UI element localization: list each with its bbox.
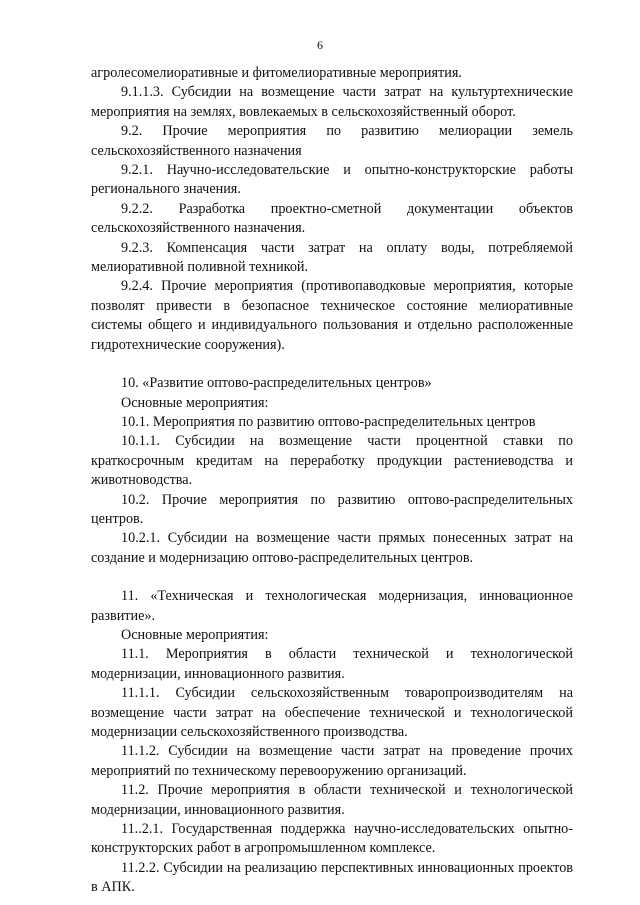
paragraph: 10.1.1. Субсидии на возмещение части процентной ставки по краткосрочным кредитам на переработку продукции растениеводства и животноводства. — [91, 433, 573, 489]
paragraph: 10.2. Прочие мероприятия по развитию оптово-распределительных центров. — [91, 491, 573, 527]
paragraph: Основные мероприятия: — [121, 626, 269, 643]
paragraph: Основные мероприятия: — [121, 394, 269, 411]
paragraph: 11.1.2. Субсидии на возмещение части затрат на проведение прочих мероприятий по техническому перевооружению организаций. — [91, 743, 573, 779]
paragraph: 10.2.1. Субсидии на возмещение части прямых понесенных затрат на создание и модернизацию оптово-распределительных центров. — [91, 530, 573, 566]
section-gap — [91, 355, 573, 374]
paragraph: 10. «Развитие оптово-распределительных центров» — [121, 375, 432, 392]
paragraph: 11.2. Прочие мероприятия в области технической и технологической модернизации, инновационного развития. — [91, 782, 573, 818]
paragraph: 11..2.1. Государственная поддержка научно-исследовательских опытно-конструкторских работ в агропромышленном комплексе. — [91, 821, 573, 857]
paragraph: 9.2.3. Компенсация части затрат на оплату воды, потребляемой мелиоративной поливной техникой. — [91, 239, 573, 276]
paragraph: 9.2.1. Научно-исследовательские и опытно-конструкторские работы регионального значения. — [91, 162, 573, 198]
paragraph: 11.1.1. Субсидии сельскохозяйственным товаропроизводителям на возмещение части затрат на обеспечение технической и технологической модернизации сельскохозяйственного производства. — [91, 685, 573, 740]
paragraph: 11. «Техническая и технологическая модернизация, инновационное развитие». — [91, 588, 573, 624]
paragraph: 11.2.2. Субсидии на реализацию перспективных инновационных проектов в АПК. — [91, 859, 573, 896]
page-number: 6 — [317, 38, 323, 52]
paragraph: 11.1. Мероприятия в области технической и технологической модернизации, инновационного развития. — [91, 646, 573, 682]
document-body — [91, 64, 573, 898]
paragraph: агролесомелиоративные и фитомелиоративные мероприятия. — [91, 65, 462, 81]
paragraph: 9.1.1.3. Субсидии на возмещение части затрат на культуртехнические мероприятия на землях, вовлекаемых в сельскохозяйственный оборот. — [91, 84, 573, 120]
section-gap — [91, 568, 573, 587]
paragraph: 9.2. Прочие мероприятия по развитию мелиорации земель сельскохозяйственного назначения — [91, 123, 573, 159]
paragraph: 9.2.4. Прочие мероприятия (противопаводковые мероприятия, которые позволят привести в безопасное техническое состояние мелиоративные системы общего и индивидуального пользования и отдельно расположенные гидротехнические сооружения). — [91, 278, 573, 353]
paragraph: 9.2.2. Разработка проектно-сметной документации объектов сельскохозяйственного назначения. — [91, 200, 573, 237]
paragraph: 10.1. Мероприятия по развитию оптово-распределительных центров — [121, 413, 536, 430]
